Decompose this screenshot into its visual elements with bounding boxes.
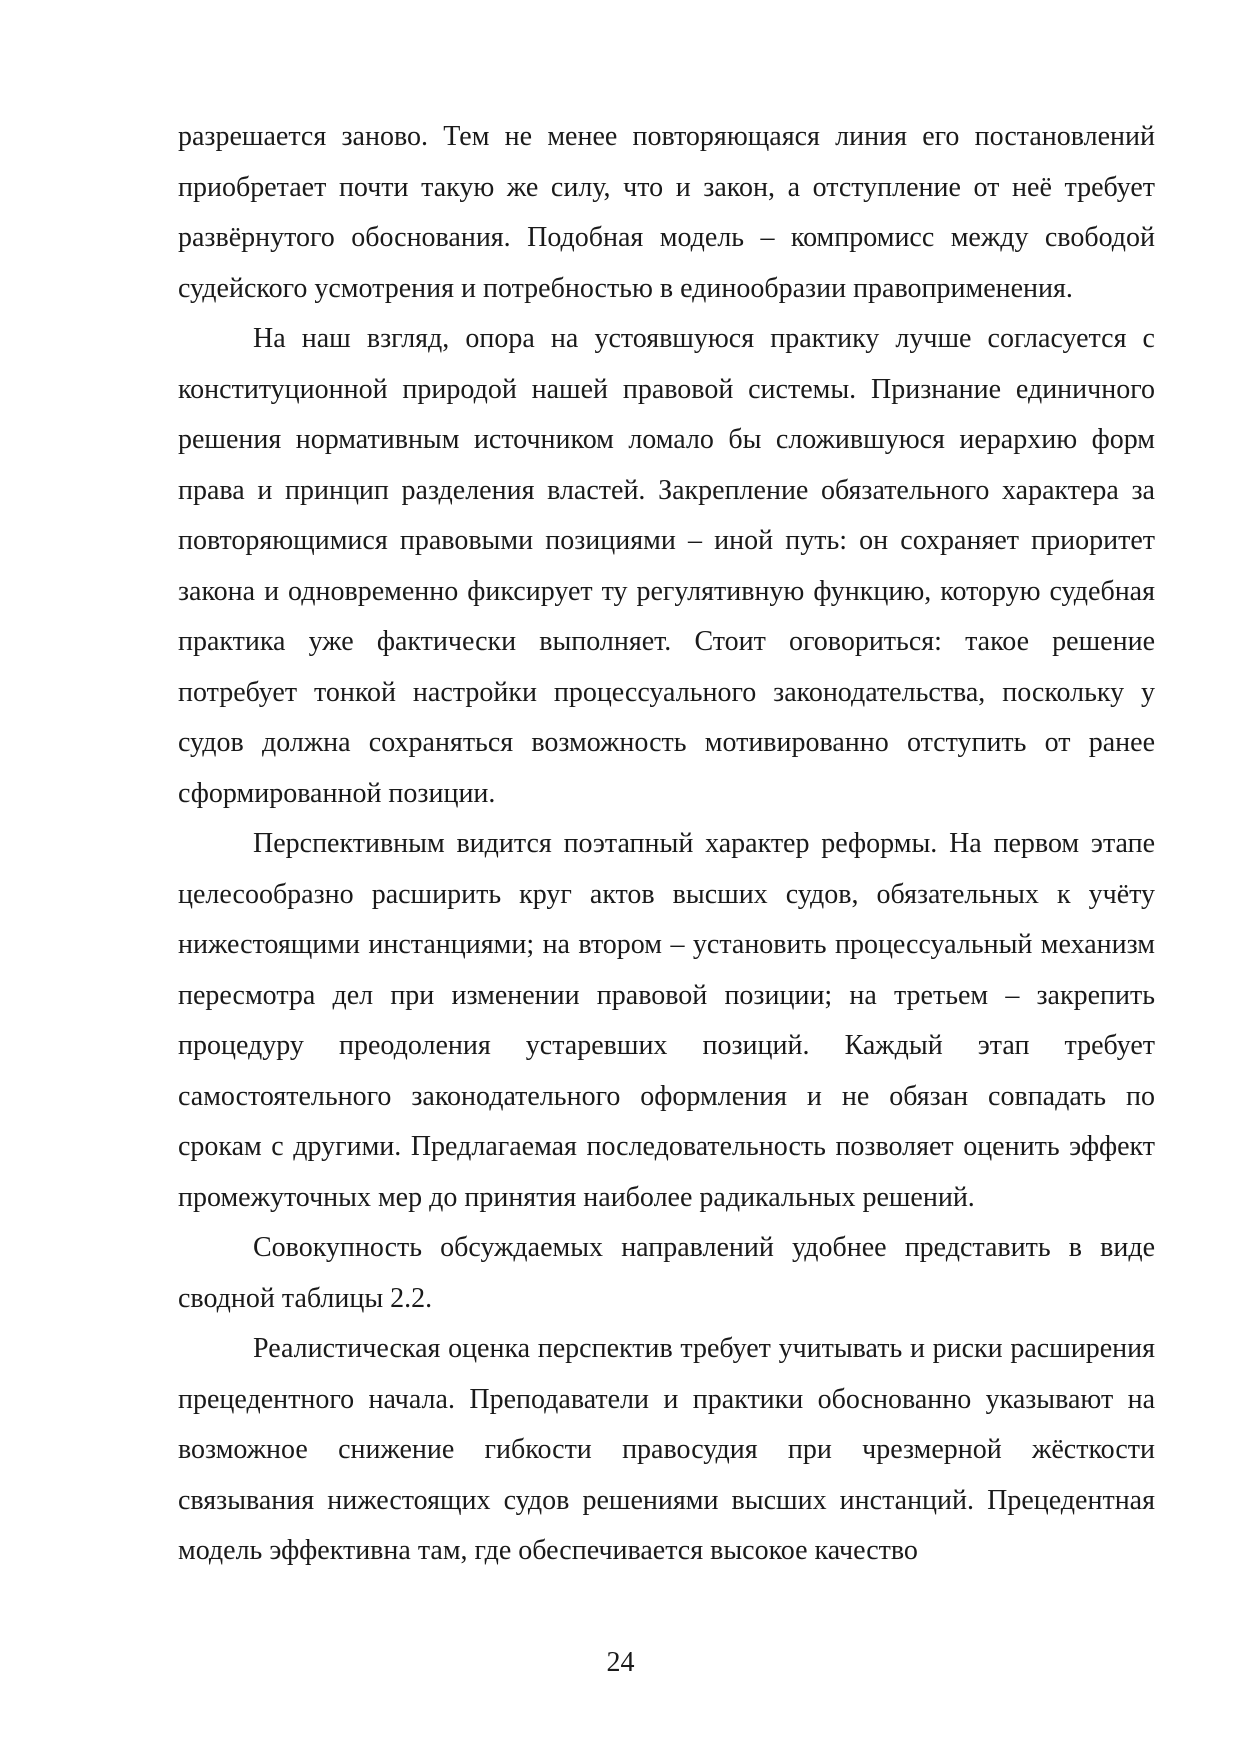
- page-number: 24: [606, 1647, 635, 1678]
- paragraph-5: Реалистическая оценка перспектив требует учитывать и риски расширения прецедентного начала. Преподаватели и практики обоснованно указывают на возможное снижение гибкости правосудия при чрезмерной жёсткости связывания нижестоящих судов решениями высших инстанций. Прецедентная модель эффективна там, где обеспечивается высокое качество: [178, 1333, 1155, 1566]
- paragraph-1: разрешается заново. Тем не менее повторяющаяся линия его постановлений приобретает почти такую же силу, что и закон, а отступление от неё требует развёрнутого обоснования. Подобная модель – компромисс между свободой судейского усмотрения и потребностью в единообразии правоприменения.: [178, 121, 1155, 304]
- paragraph-3: Перспективным видится поэтапный характер реформы. На первом этапе целесообразно расширить круг актов высших судов, обязательных к учёту нижестоящими инстанциями; на втором – установить процессуальный механизм пересмотра дел при изменении правовой позиции; на третьем – закрепить процедуру преодоления устаревших позиций. Каждый этап требует самостоятельного законодательного оформления и не обязан совпадать по срокам с другими. Предлагаемая последовательность позволяет оценить эффект промежуточных мер до принятия наиболее радикальных решений.: [178, 828, 1155, 1213]
- document-body: [178, 112, 1155, 1577]
- paragraph-2: На наш взгляд, опора на устоявшуюся практику лучше согласуется с конституционной природой нашей правовой системы. Признание единичного решения нормативным источником ломало бы сложившуюся иерархию форм права и принцип разделения властей. Закрепление обязательного характера за повторяющимися правовыми позициями – иной путь: он сохраняет приоритет закона и одновременно фиксирует ту регулятивную функцию, которую судебная практика уже фактически выполняет. Стоит оговориться: такое решение потребует тонкой настройки процессуального законодательства, поскольку у судов должна сохраняться возможность мотивированно отступить от ранее сформированной позиции.: [178, 323, 1155, 809]
- paragraph-4: Совокупность обсуждаемых направлений удобнее представить в виде сводной таблицы 2.2.: [178, 1232, 1155, 1314]
